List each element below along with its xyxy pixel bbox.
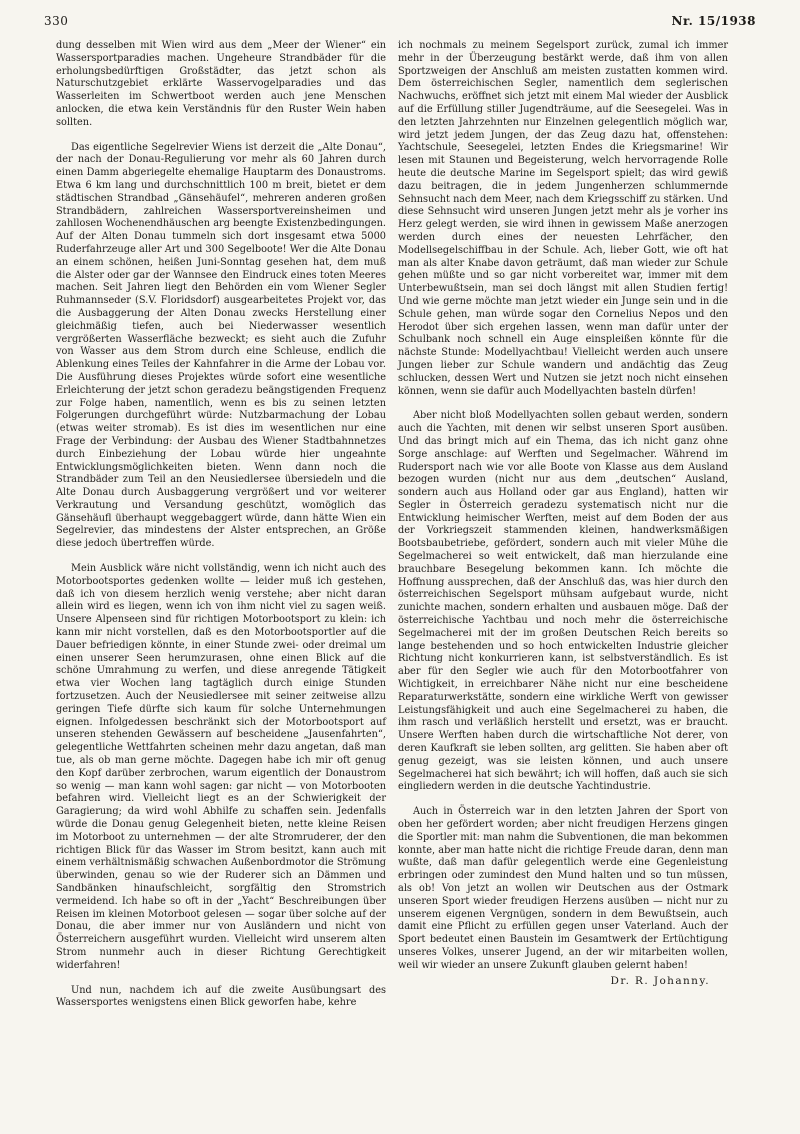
paragraph: Aber nicht bloß Modellyachten sollen gebaut werden, sondern auch die Yachten, mit denen wir selbst unseren Sport ausüben. Und das bringt mich auf ein Thema, das ich nicht ganz ohne Sorge anschlage: auf Werften und Segelmacher. Während im Rudersport nach wie vor alle Boote von Klasse aus dem Ausland bezogen wurden (nicht nur aus dem „deutschen“ Ausland, sondern auch aus Holland oder gar aus England), hatten wir Segler in Österreich geradezu systematisch nicht nur die Entwicklung heimischer Werften, meist auf dem Boden der aus der Vorkriegszeit stammenden kleinen, handwerksmäßigen Bootsbaubetriebe, gefördert, sondern auch mit vieler Mühe die Segelmacherei so weit entwickelt, daß man hierzulande eine brauchbare Besegelung bekommen kann. Ich möchte die Hoffnung aussprechen, daß der Anschluß das, was hier durch den österreichischen Segelsport mühsam aufgebaut wurde, nicht zunichte machen, sondern erhalten und ausbauen möge. Daß der österreichische Yachtbau und noch mehr die österreichische Segelmacherei mit der im großen Deutschen Reich bereits so lange bestehenden und so hoch entwickelten Industrie gleicher Richtung nicht konkurrieren kann, ist selbstverständlich. Es ist aber für den Segler wie auch für den Motorbootfahrer von Wichtigkeit, in erreichbarer Nähe nicht nur eine bescheidene Reparaturwerkstätte, sondern eine wirkliche Werft von gewisser Leistungsfähigkeit und auch eine Segelmacherei zu haben, die ihm rasch und verläßlich herstellt und ersetzt, was er braucht. Unsere Werften haben durch die wirtschaftliche Not derer, von deren Kaufkraft sie leben sollten, arg gelitten. Sie haben aber oft genug gezeigt, was sie leisten können, und auch unsere Segelmacherei hat sich bewährt; ich will hoffen, daß auch sie sich eingliedern werden in die deutsche Yachtindustrie. [398,410,728,793]
paragraph: Auch in Österreich war in den letzten Jahren der Sport von oben her gefördert worden; aber nicht freudigen Herzens gingen die Sportler mit: man nahm die Subventionen, die man bekommen konnte, aber man hatte nicht die richtige Freude daran, denn man wußte, daß man dafür gelegentlich werde eine Gegenleistung erbringen oder zumindest den Mund halten und so tun müssen, als ob! Von jetzt an wollen wir Deutschen aus der Ostmark unseren Sport wieder freudigen Herzens ausüben — nicht nur zu unserem eigenen Vergnügen, sondern in dem Bewußtsein, auch damit eine Pflicht zu erfüllen gegen unser Vaterland. Auch der Sport bedeutet einen Baustein im Gesamtwerk der Ertüchtigung unseres Volkes, unserer Jugend, an der wir mitarbeiten wollen, weil wir wieder an unsere Zukunft glauben gelernt haben! [398,806,728,971]
issue-number: Nr. 15/1938 [671,14,756,28]
paragraph: dung desselben mit Wien wird aus dem „Meer der Wiener“ ein Wassersportparadies machen. Ungeheure Strandbäder für die erholungsbedürftigen Großstädter, das jetzt schon als Naturschutzgebiet erklärte Wasservogelparadies und das Wasserleiten im Schwertboot werden auch jene Menschen anlocken, die etwa kein Verständnis für den Ruster Wein haben sollten. [56,40,386,128]
right-column [398,40,728,987]
author-signature: Dr. R. Johanny. [610,974,710,987]
paragraph: Und nun, nachdem ich auf die zweite Ausübungsart des Wassersportes wenigstens einen Blick geworfen habe, kehre [56,984,386,1009]
paragraph: Das eigentliche Segelrevier Wiens ist derzeit die „Alte Donau“, der nach der Donau-Regulierung vor mehr als 60 Jahren durch einen Damm abgeriegelte ehemalige Hauptarm des Donaustroms. Etwa 6 km lang und durchschnittlich 100 m breit, bietet er dem städtischen Strandbad „Gänsehäufel“, mehreren anderen großen Strandbädern, zahlreichen Wassersportvereinsheimen und zahllosen Wochenendhäuschen arg beengte Existenzbedingungen. Auf der Alten Donau tummeln sich dort insgesamt etwa 5000 Ruderfahrzeuge aller Art und 300 Segelboote! Wer die Alte Donau an einem schönen, heißen Juni-Sonntag gesehen hat, dem muß die Alster oder gar der Wannsee den Eindruck eines toten Meeres machen. Seit Jahren liegt den Behörden ein vom Wiener Segler Ruhmannseder (S.V. Floridsdorf) ausgearbeitetes Projekt vor, das die Ausbaggerung der Alten Donau zwecks Herstellung einer gleichmäßig tiefen, auch bei Niederwasser wesentlich vergrößerten Wasserfläche bezweckt; es sieht auch die Zufuhr von Wasser aus dem Strom durch eine Schleuse, endlich die Ablenkung eines Teiles der Kahnfahrer in die Arme der Lobau vor. Die Ausführung dieses Projektes würde sofort eine wesentliche Erleichterung der jetzt schon geradezu beängstigenden Frequenz zur Folge haben, namentlich, wenn es bis zu seinen letzten Folgerungen durchgeführt würde: Nutzbarmachung der Lobau (etwas weiter stromab). Es ist dies im wesentlichen nur eine Frage der Verbindung: der Ausbau des Wiener Stadtbahnnetzes durch Einbeziehung der Lobau würde hier ungeahnte Entwicklungsmöglichkeiten bieten. Wenn dann noch die Strandbäder zum Teil an den Neusiedlersee übersiedeln und die Alte Donau durch Ausbaggerung vergrößert und vor weiterer Verkrautung und Versandung geschützt, womöglich das Gänsehäufl überhaupt weggebaggert würde, dann hätte Wien ein Segelrevier, das mindestens der Alster entsprechen, an Größe diese jedoch übertreffen würde. [56,141,386,550]
left-column [56,40,386,1022]
paragraph: Mein Ausblick wäre nicht vollständig, wenn ich nicht auch des Motorbootsportes gedenken wollte — leider muß ich gestehen, daß ich von diesem herzlich wenig verstehe; aber nicht daran allein wird es liegen, wenn ich von ihm nicht viel zu sagen weiß. Unsere Alpenseen sind für richtigen Motorbootsport zu klein: ich kann mir nicht vorstellen, daß es den Motorbootsportler auf die Dauer befriedigen könnte, in einer Stunde zwei- oder dreimal um einen unserer Seen herumzurasen, ohne einen Blick auf die schöne Umrahmung zu werfen, und diese anregende Tätigkeit etwa vier Wochen lang tagtäglich durch einige Stunden fortzusetzen. Auch der Neusiedlersee mit seiner zeitweise allzu geringen Tiefe dürfte sich kaum für solche Unternehmungen eignen. Infolgedessen beschränkt sich der Motorbootsport auf unseren stehenden Gewässern auf bescheidene „Jausenfahrten“, gelegentliche Wettfahrten scheinen mehr dazu angetan, daß man tue, als ob man gerne möchte. Dagegen habe ich mir oft genug den Kopf darüber zerbrochen, warum eigentlich der Donaustrom so wenig — man kann wohl sagen: gar nicht — von Motorbooten befahren wird. Vielleicht liegt es an der Schwierigkeit der Garagierung; da wird wohl Abhilfe zu schaffen sein. Jedenfalls würde die Donau genug Gelegenheit bieten, nette kleine Reisen im Motorboot zu unternehmen — der alte Stromruderer, der den richtigen Blick für das Wasser im Strom besitzt, kann auch mit einem verhältnismäßig schwachen Außenbordmotor die Strömung überwinden, genau so wie der Ruderer sich an Dämmen und Sandbänken hinaufschleicht, sorgfältig den Stromstrich vermeidend. Ich habe so oft in der „Yacht“ Beschreibungen über Reisen im kleinen Motorboot gelesen — sogar über solche auf der Donau, die aber immer nur von Ausländern und nicht von Österreichern ausgeführt wurden. Vielleicht wird unserem alten Strom nunmehr auch in dieser Richtung Gerechtigkeit widerfahren! [56,563,386,971]
paragraph: ich nochmals zu meinem Segelsport zurück, zumal ich immer mehr in der Überzeugung bestärkt werde, daß ihm von allen Sportzweigen der Anschluß am meisten zustatten kommen wird. Dem österreichischen Segler, namentlich dem seglerischen Nachwuchs, eröffnet sich jetzt mit einem Mal wieder der Ausblick auf die Erfüllung stiller Jugendträume, auf die Seesegelei. Was in den letzten Jahrzehnten nur Einzelnen gelegentlich möglich war, wird jetzt jedem Jungen, der das Zeug dazu hat, offenstehen: Yachtschule, Seesegelei, letzten Endes die Kriegsmarine! Wir lesen mit Staunen und Begeisterung, welch hervorragende Rolle heute die deutsche Marine im Segelsport spielt; das wird gewiß dazu beitragen, die in jedem Jungenherzen schlummernde Sehnsucht nach dem Meer, nach dem Kriegsschiff zu stärken. Und diese Sehnsucht wird unseren Jungen jetzt mehr als je vorher ins Herz gelegt werden, sie wird ihnen in gewissem Maße anerzogen werden durch eines der neuesten Lehrfächer, den Modellsegelschiffbau in der Schule. Ach, lieber Gott, wie oft hat man als alter Knabe davon geträumt, daß man wieder zur Schule gehen müßte und so gar nicht vorbereitet war, immer mit dem Unterbewußtsein, man sei doch längst mit allen Studien fertig! Und wie gerne möchte man jetzt wieder ein Junge sein und in die Schule gehen, man würde sogar den Cornelius Nepos und den Herodot über sich ergehen lassen, wenn man dafür unter der Schulbank noch schnell ein Auge einspleißen könnte für die nächste Stunde: Modellyachtbau! Vielleicht werden auch unsere Jungen lieber zur Schule wandern und andächtig das Zeug schlucken, dessen Wert und Nutzen sie jetzt noch nicht einsehen können, wenn sie dafür auch Modellyachten basteln dürfen! [398,40,728,397]
page-number: 330 [44,14,69,28]
